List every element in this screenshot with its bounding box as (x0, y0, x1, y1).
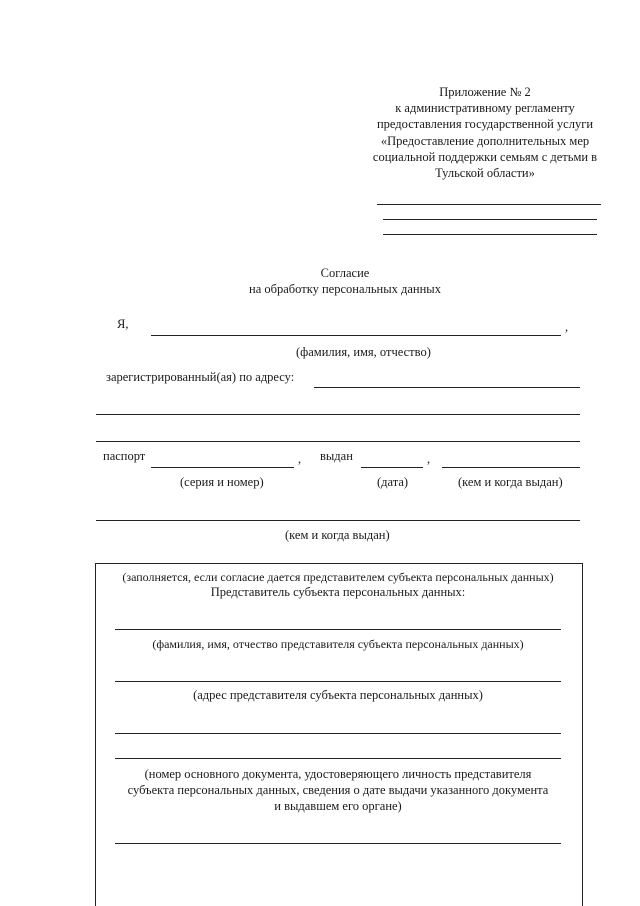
address-field-3[interactable] (96, 441, 580, 442)
appendix-line: Тульской области» (435, 166, 535, 181)
representative-fio-caption: (фамилия, имя, отчество представителя субъекта персональных данных) (152, 637, 524, 651)
appendix-line: «Предоставление дополнительных мер (380, 133, 590, 148)
issued-label: выдан (320, 449, 353, 463)
i-label: Я, (117, 317, 129, 331)
comma: , (427, 452, 431, 466)
fio-caption: (фамилия, имя, отчество) (296, 345, 431, 359)
document-caption-line: (номер основного документа, удостоверяющего личность представителя (144, 767, 532, 781)
representative-section (95, 563, 583, 906)
passport-label: паспорт (103, 449, 146, 463)
appendix-line: к административному регламенту (395, 101, 575, 116)
addressee-line-2[interactable] (383, 219, 597, 220)
document-title (180, 265, 510, 297)
appendix-line: Приложение № 2 (439, 85, 531, 99)
representative-note: (заполняется, если согласие дается представителем субъекта персональных данных) (122, 570, 554, 584)
date-caption: (дата) (377, 475, 409, 489)
addressee-line-1[interactable] (377, 204, 601, 205)
representative-document-caption (97, 766, 579, 814)
document-caption-line: субъекта персональных данных, сведения о дате выдачи указанного документа (127, 783, 549, 797)
appendix-line: социальной поддержки семьям с детьми в (372, 149, 598, 164)
series-caption: (серия и номер) (180, 475, 264, 489)
representative-fio-field[interactable] (115, 629, 561, 630)
issued-by-caption-2: (кем и когда выдан) (285, 528, 390, 542)
address-field-2[interactable] (96, 414, 580, 415)
registered-label: зарегистрированный(ая) по адресу: (106, 370, 295, 384)
issued-by-field[interactable] (442, 467, 580, 468)
address-field-1[interactable] (314, 387, 580, 388)
comma: , (298, 452, 302, 466)
representative-document-field-1[interactable] (115, 733, 561, 734)
addressee-line-3[interactable] (383, 234, 597, 235)
issue-date-field[interactable] (361, 467, 423, 468)
passport-series-field[interactable] (151, 467, 294, 468)
representative-heading: Представитель субъекта персональных данных: (210, 585, 466, 599)
representative-address-field[interactable] (115, 681, 561, 682)
appendix-header (340, 84, 630, 181)
title-line-2: на обработку персональных данных (249, 282, 441, 296)
document-caption-line: и выдавшем его органе) (274, 799, 402, 813)
issued-by-caption: (кем и когда выдан) (458, 475, 563, 489)
representative-document-field-3[interactable] (115, 843, 561, 844)
representative-address-caption: (адрес представителя субъекта персональных данных) (193, 688, 483, 702)
representative-document-field-2[interactable] (115, 758, 561, 759)
issued-by-field-2[interactable] (96, 520, 580, 521)
appendix-line: предоставления государственной услуги (376, 117, 594, 132)
fio-field[interactable] (151, 335, 561, 336)
title-line-1: Согласие (320, 266, 370, 280)
comma: , (565, 320, 569, 334)
